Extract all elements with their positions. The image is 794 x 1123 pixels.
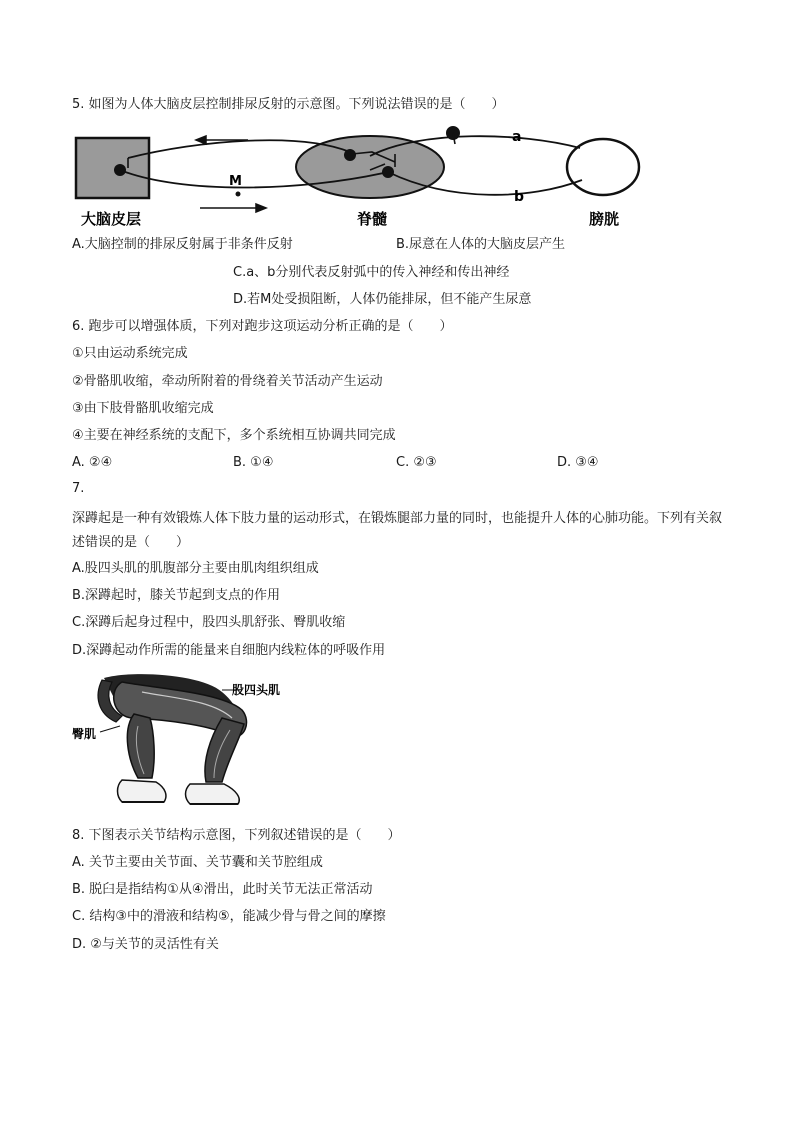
point-m	[236, 192, 241, 197]
label-m: M	[229, 174, 242, 189]
spine-neuron-2	[382, 166, 394, 178]
q6-stem: 6. 跑步可以增强体质，下列对跑步这项运动分析正确的是（ ）	[72, 319, 453, 334]
q5-stem: 5. 如图为人体大脑皮层控制排尿反射的示意图。下列说法错误的是（ ）	[72, 97, 505, 112]
q6-option-c: C. ②③	[396, 455, 437, 470]
q5-reflex-diagram	[0, 122, 794, 232]
q7-option-d: D.深蹲起动作所需的能量来自细胞内线粒体的呼吸作用	[72, 643, 386, 658]
label-spine: 脊髓	[357, 210, 388, 228]
q8-option-b: B. 脱臼是指结构①从④滑出，此时关节无法正常活动	[72, 882, 373, 897]
q7-number: 7.	[72, 481, 85, 496]
label-quadriceps: 股四头肌	[232, 683, 281, 697]
q6-item-1: ①只由运动系统完成	[72, 346, 188, 361]
label-a: a	[512, 129, 522, 145]
q7-stem: 深蹲起是一种有效锻炼人体下肢力量的运动形式，在锻炼腿部力量的同时，也能提升人体的心肺功能。下列有关叙述错误的是（ ）	[72, 511, 723, 550]
label-brain: 大脑皮层	[81, 210, 142, 228]
q8-option-c: C. 结构③中的滑液和结构⑤，能减少骨与骨之间的摩擦	[72, 909, 386, 924]
q6-option-a: A. ②④	[72, 455, 113, 470]
q6-item-3: ③由下肢骨骼肌收缩完成	[72, 401, 214, 416]
brain-neuron	[114, 164, 126, 176]
q6-item-2: ②骨骼肌收缩，牵动所附着的骨绕着关节活动产生运动	[72, 374, 383, 389]
q5-option-a: A.大脑控制的排尿反射属于非条件反射	[72, 237, 293, 252]
q7-option-c: C.深蹲后起身过程中，股四头肌舒张、臀肌收缩	[72, 615, 346, 630]
q7-option-b: B.深蹲起时，膝关节起到支点的作用	[72, 588, 281, 603]
q8-option-d: D. ②与关节的灵活性有关	[72, 937, 219, 952]
q5-option-c: C.a、b分别代表反射弧中的传入神经和传出神经	[233, 265, 510, 280]
q6-option-d: D. ③④	[557, 455, 599, 470]
q5-option-b: B.尿意在人体的大脑皮层产生	[396, 237, 566, 252]
q8-option-a: A. 关节主要由关节面、关节囊和关节腔组成	[72, 855, 323, 870]
label-gluteus: 臀肌	[72, 727, 97, 741]
arrow-right	[200, 204, 266, 212]
label-bladder: 膀胱	[589, 210, 620, 228]
q6-option-b: B. ①④	[233, 455, 274, 470]
q6-item-4: ④主要在神经系统的支配下，多个系统相互协调共同完成	[72, 428, 396, 443]
q8-stem: 8. 下图表示关节结构示意图，下列叙述错误的是（ ）	[72, 828, 401, 843]
brain-cortex-box	[76, 138, 149, 198]
spine-neuron-1	[344, 149, 356, 161]
label-b: b	[514, 189, 525, 205]
q5-option-d: D.若M处受损阻断，人体仍能排尿，但不能产生尿意	[233, 292, 532, 307]
q7-option-a: A.股四头肌的肌腹部分主要由肌肉组织组成	[72, 561, 319, 576]
spinal-cord-ellipse	[296, 136, 444, 198]
q7-squat-figure	[72, 670, 312, 820]
